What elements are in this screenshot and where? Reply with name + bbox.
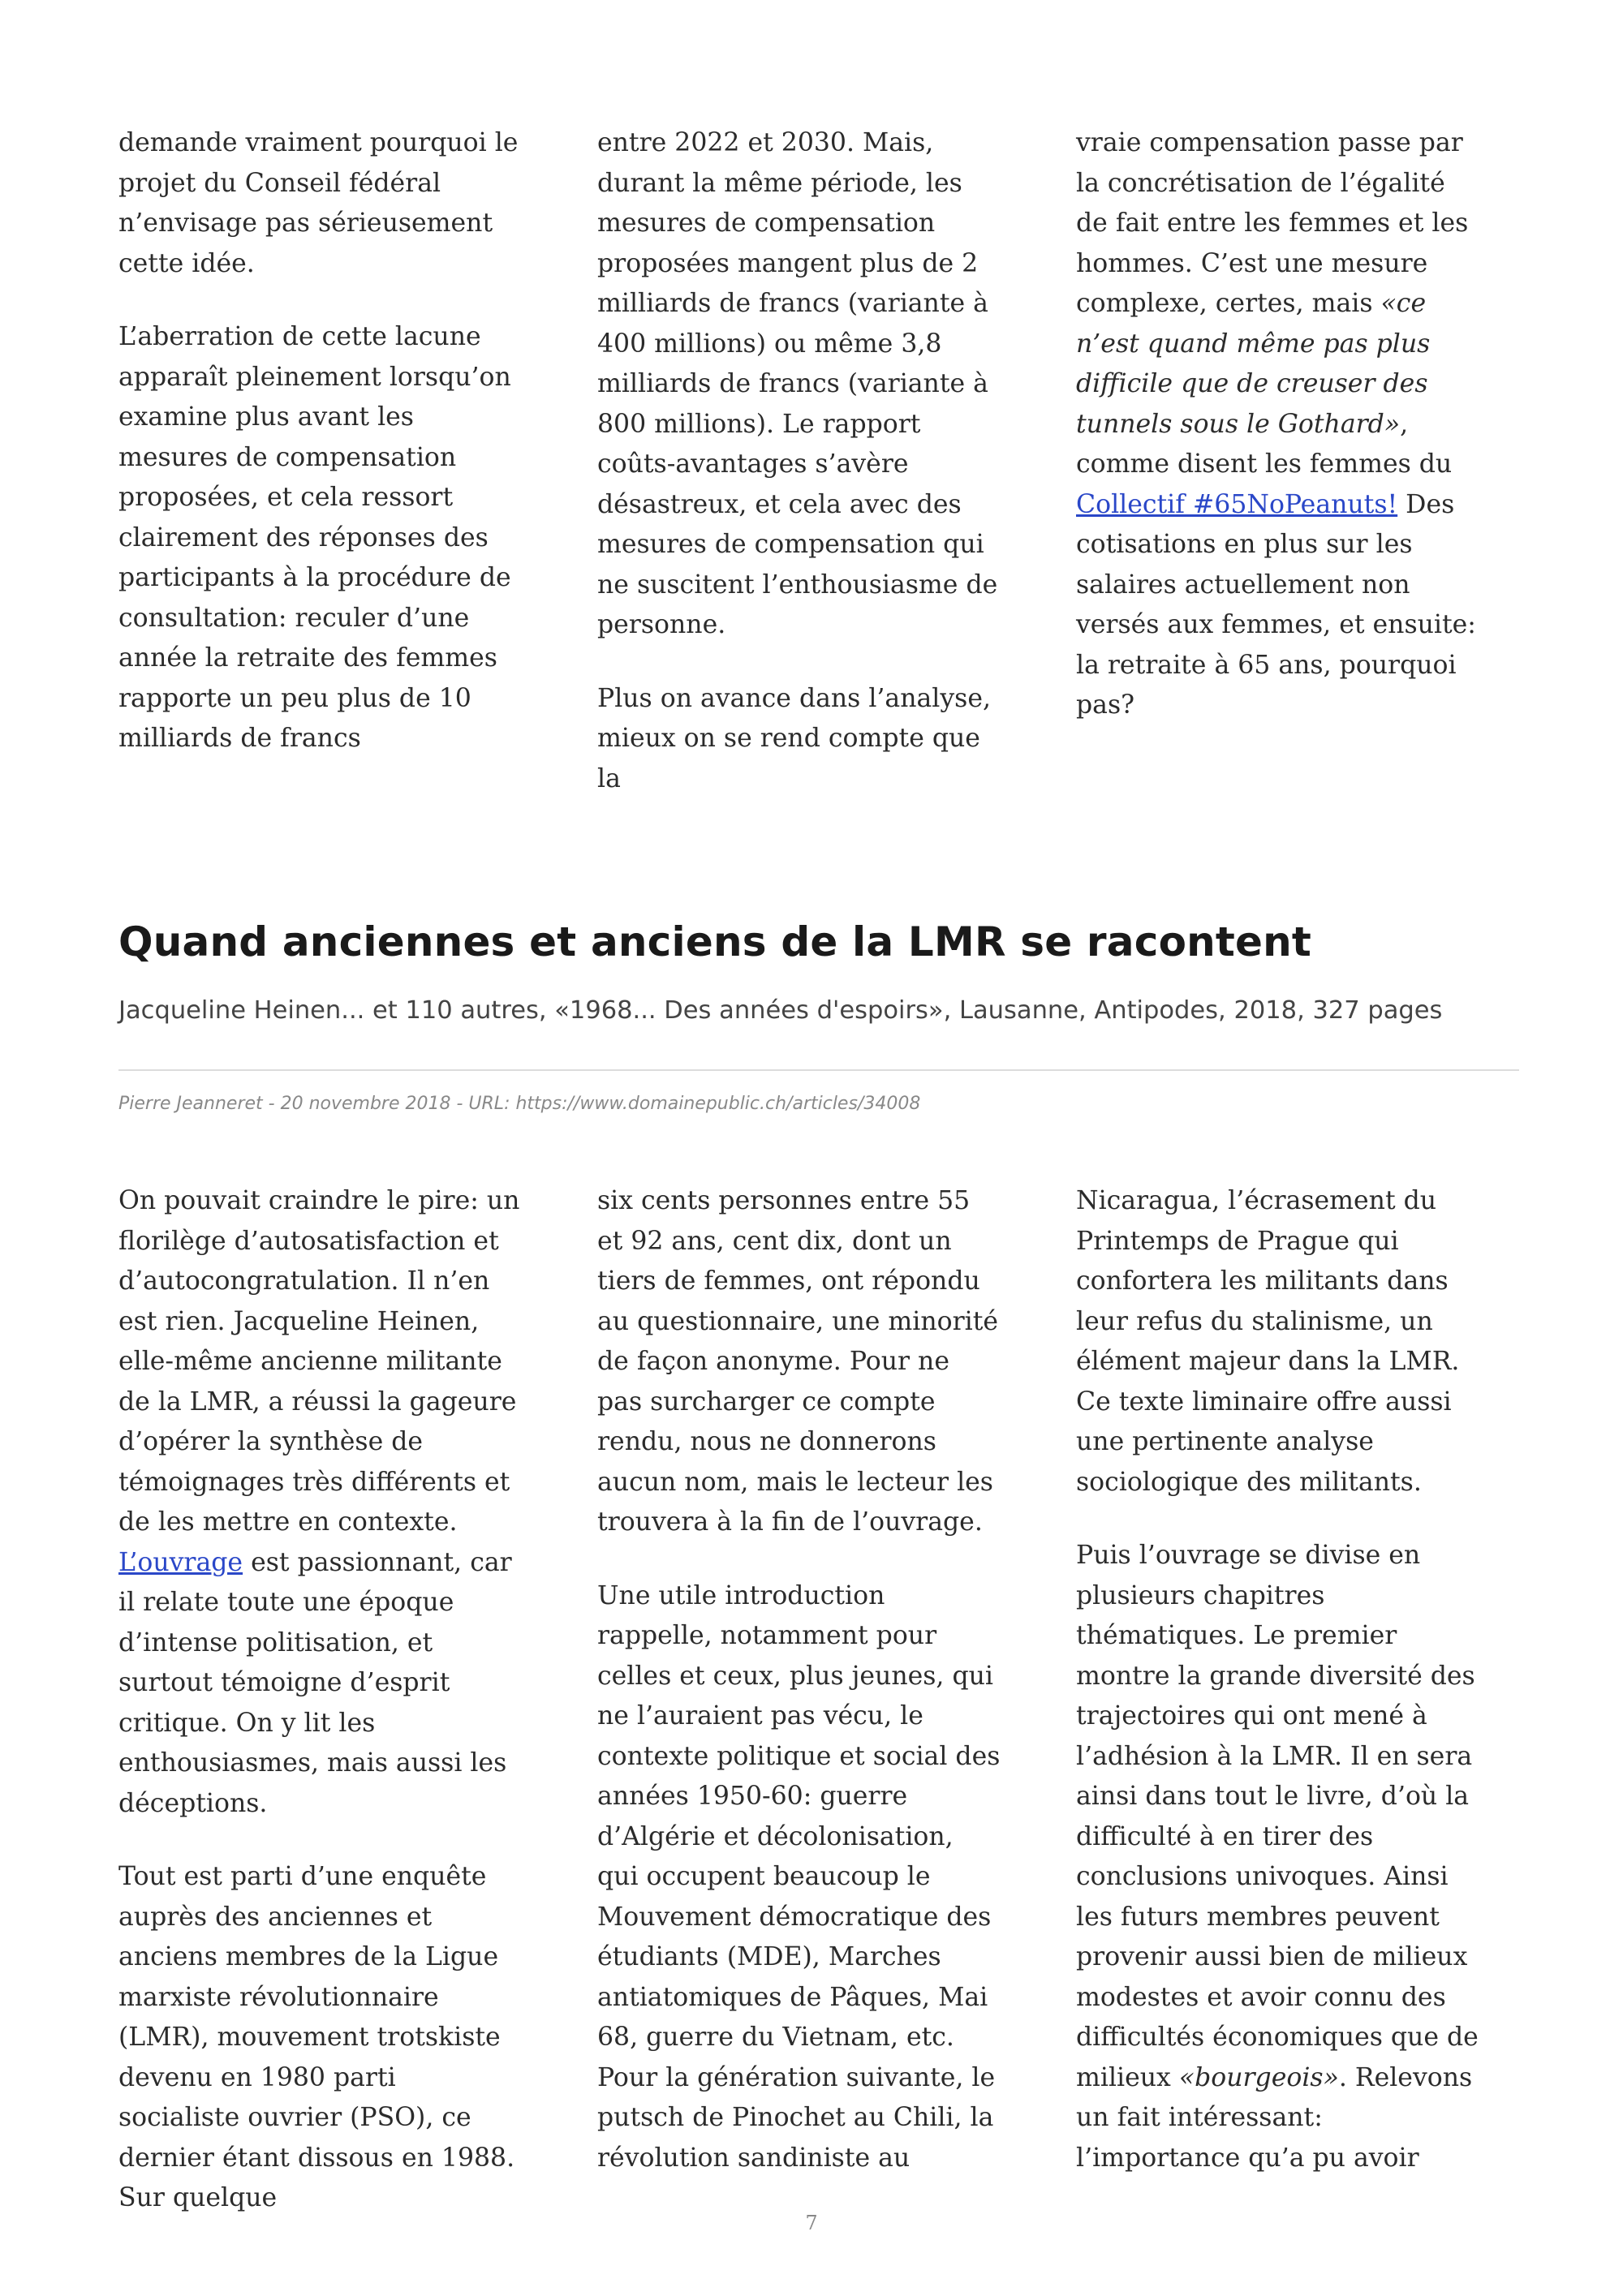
article-body: [118, 1181, 1514, 2219]
paragraph: [1076, 123, 1479, 726]
paragraph: [118, 1181, 522, 1824]
column-3: [1076, 1181, 1479, 2219]
page-number: 7: [805, 2212, 818, 2234]
article-meta: Pierre Jeanneret - 20 novembre 2018 - URL: https://www.domainepublic.ch/articles/34008: [118, 1094, 921, 1114]
text-segment: , comme disent les femmes du: [1076, 409, 1453, 479]
previous-article-body: [118, 123, 1514, 799]
text-segment: Puis l’ouvrage se divise en plusieurs chapitres thématiques. Le premier montre la grande diversité des trajectoires qui ont mené à l’adhésion à la LMR. Il en sera ainsi dans tout le livre, d’où la difficulté à en tirer des conclusions univoques. Ainsi les futurs membres peuvent provenir aussi bien de milieux modestes et avoir connu des difficultés économiques que de milieux: [1076, 1541, 1479, 2092]
ouvrage-link[interactable]: L’ouvrage: [118, 1547, 243, 1577]
paragraph: Une utile introduction rappelle, notamment pour celles et ceux, plus jeunes, qui ne l’auraient pas vécu, le contexte politique et social des années 1950-60: guerre d’Algérie et décolonisation, qui occupent beaucoup le Mouvement démocratique des étudiants (MDE), Marches antiatomiques de Pâques, Mai 68, guerre du Vietnam, etc. Pour la génération suivante, le putsch de Pinochet au Chili, la révolution sandiniste au: [597, 1580, 1001, 2173]
paragraph: [1076, 1536, 1479, 2178]
text-segment: vraie compensation passe par la concrétisation de l’égalité de fait entre les femmes et les hommes. C’est une mesure complexe, certes, mais: [1076, 128, 1469, 318]
paragraph: Plus on avance dans l’analyse, mieux on se rend compte que la: [597, 683, 991, 793]
quote: «bourgeois»: [1178, 2062, 1339, 2092]
quote: «ce n’est quand même pas plus difficile que de creuser des tunnels sous le Gothard»: [1076, 289, 1431, 439]
article-title: Quand anciennes et anciens de la LMR se racontent: [118, 918, 1312, 965]
column-3: [1076, 123, 1479, 799]
text-segment: On pouvait craindre le pire: un florilège d’autosatisfaction et d’autocongratulation. Il n’en est rien. Jacqueline Heinen, elle-même ancienne militante de la LMR, a réussi la gageure d’opérer la synthèse de témoignages très différents et de les mettre en contexte.: [118, 1186, 520, 1537]
column-2: [597, 1181, 1001, 2219]
column-2: [597, 123, 1001, 799]
paragraph: L’aberration de cette lacune apparaît pleinement lorsqu’on examine plus avant les mesures de compensation proposées, et cela ressort clairement des réponses des participants à la procédure de consultation: reculer d’une année la retraite des femmes rapporte un peu plus de 10 milliards de francs: [118, 322, 511, 753]
paragraph: Nicaragua, l’écrasement du Printemps de Prague qui confortera les militants dans leur refus du stalinisme, un élément majeur dans la LMR. Ce texte liminaire offre aussi une pertinente analyse sociologique des militants.: [1076, 1186, 1460, 1497]
article-subtitle: Jacqueline Heinen... et 110 autres, «1968... Des années d'espoirs», Lausanne, Antipodes, 2018, 327 pages: [118, 996, 1443, 1025]
paragraph: six cents personnes entre 55 et 92 ans, cent dix, dont un tiers de femmes, ont répondu au questionnaire, une minorité de façon anonyme. Pour ne pas surcharger ce compte rendu, nous ne donnerons aucun nom, mais le lecteur les trouvera à la fin de l’ouvrage.: [597, 1186, 999, 1537]
text-segment: Des cotisations en plus sur les salaires actuellement non versés aux femmes, et ensuite: la retraite à 65 ans, pourquoi pas?: [1076, 489, 1476, 720]
text-segment: . Relevons un fait intéressant: l’importance qu’a pu avoir: [1076, 2062, 1473, 2173]
collectif-link[interactable]: Collectif #65NoPeanuts!: [1076, 489, 1398, 519]
divider: [118, 1069, 1519, 1071]
paragraph: demande vraiment pourquoi le projet du Conseil fédéral n’envisage pas sérieusement cette idée.: [118, 128, 519, 278]
paragraph: entre 2022 et 2030. Mais, durant la même période, les mesures de compensation proposées mangent plus de 2 milliards de francs (variante à 400 millions) ou même 3,8 milliards de francs (variante à 800 millions). Le rapport coûts-avantages s’avère désastreux, et cela avec des mesures de compensation qui ne suscitent l’enthousiasme de personne.: [597, 128, 998, 639]
text-segment: est passionnant, car il relate toute une époque d’intense politisation, et surtout témoigne d’esprit critique. On y lit les enthousiasmes, mais aussi les déceptions.: [118, 1547, 512, 1818]
column-1: [118, 1181, 522, 2219]
column-1: [118, 123, 522, 799]
paragraph: Tout est parti d’une enquête auprès des anciennes et anciens membres de la Ligue marxiste révolutionnaire (LMR), mouvement trotskiste devenu en 1980 parti socialiste ouvrier (PSO), ce dernier étant dissous en 1988. Sur quelque: [118, 1862, 515, 2212]
